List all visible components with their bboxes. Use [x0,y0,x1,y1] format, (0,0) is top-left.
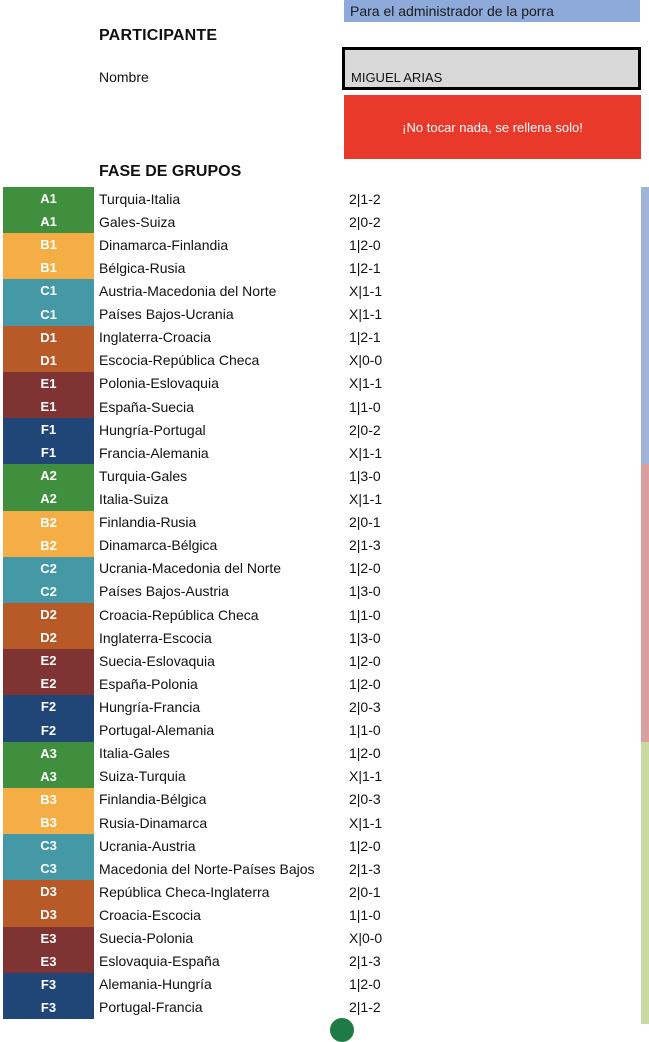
match-row [0,765,649,788]
match-name-cell[interactable]: Países Bajos-Austria [99,583,229,600]
group-code-cell: A2 [3,464,94,487]
match-name-cell[interactable]: Ucrania-Macedonia del Norte [99,560,282,577]
match-name-cell[interactable]: Hungría-Portugal [99,421,206,438]
match-name-cell[interactable]: República Checa-Inglaterra [99,883,270,900]
prediction-cell[interactable]: 1|1-0 [349,606,381,623]
match-row [0,464,649,487]
prediction-cell[interactable]: 2|0-3 [349,698,381,715]
match-name-cell[interactable]: Suecia-Eslovaquia [99,652,215,669]
match-name-cell[interactable]: Francia-Alemania [99,444,209,461]
match-name-cell[interactable]: Dinamarca-Bélgica [99,537,218,554]
match-name-cell[interactable]: Gales-Suiza [99,213,176,230]
match-row [0,580,649,603]
match-name-cell[interactable]: España-Polonia [99,675,198,692]
group-code-cell: E3 [3,927,94,950]
match-row [0,695,649,718]
match-row [0,742,649,765]
match-name-cell[interactable]: Inglaterra-Escocia [99,629,212,646]
group-code-cell: C3 [3,857,94,880]
prediction-cell[interactable]: 2|1-3 [349,537,381,554]
prediction-cell[interactable]: 1|2-0 [349,976,381,993]
match-row [0,626,649,649]
match-name-cell[interactable]: Turquia-Italia [99,190,181,207]
match-row [0,950,649,973]
match-name-cell[interactable]: Finlandia-Bélgica [99,791,207,808]
match-row [0,418,649,441]
prediction-cell[interactable]: 1|2-0 [349,236,381,253]
group-code-cell: E1 [3,372,94,395]
match-name-cell[interactable]: Suiza-Turquia [99,768,186,785]
group-code-cell: B2 [3,511,94,534]
match-row [0,256,649,279]
group-code-cell: D2 [3,603,94,626]
prediction-cell[interactable]: 1|3-0 [349,629,381,646]
side-strip-round-2 [641,464,649,742]
match-name-cell[interactable]: Austria-Macedonia del Norte [99,282,277,299]
match-row [0,927,649,950]
match-row [0,880,649,903]
prediction-cell[interactable]: 2|0-2 [349,421,381,438]
group-code-cell: A1 [3,210,94,233]
match-name-cell[interactable]: Bélgica-Rusia [99,259,186,276]
group-code-cell: F3 [3,996,94,1019]
group-code-cell: D2 [3,626,94,649]
match-name-cell[interactable]: Finlandia-Rusia [99,514,197,531]
prediction-cell[interactable]: X|1-1 [349,444,383,461]
prediction-cell[interactable]: X|1-1 [349,306,383,323]
section-title: FASE DE GRUPOS [99,163,242,180]
match-row [0,672,649,695]
group-code-cell: E1 [3,395,94,418]
match-row [0,372,649,395]
group-code-cell: C1 [3,303,94,326]
prediction-cell[interactable]: X|0-0 [349,352,383,369]
match-name-cell[interactable]: Croacia-República Checa [99,606,259,623]
match-row [0,279,649,302]
prediction-cell[interactable]: X|1-1 [349,282,383,299]
group-code-cell: D1 [3,326,94,349]
prediction-cell[interactable]: 1|2-1 [349,259,381,276]
prediction-cell[interactable]: 1|3-0 [349,583,381,600]
match-row [0,719,649,742]
match-row [0,834,649,857]
group-code-cell: B2 [3,534,94,557]
match-name-cell[interactable]: Croacia-Escocia [99,906,201,923]
prediction-cell[interactable]: X|1-1 [349,768,383,785]
group-code-cell: F3 [3,973,94,996]
prediction-cell[interactable]: 1|2-0 [349,745,381,762]
admin-banner: Para el administrador de la porra [344,0,640,22]
match-name-cell[interactable]: Inglaterra-Croacia [99,329,212,346]
participant-title: PARTICIPANTE [99,27,218,44]
match-row [0,857,649,880]
group-code-cell: B1 [3,256,94,279]
match-name-cell[interactable]: Polonia-Eslovaquia [99,375,219,392]
match-row [0,788,649,811]
prediction-cell[interactable]: 2|0-2 [349,213,381,230]
prediction-cell[interactable]: 1|2-0 [349,652,381,669]
match-name-cell[interactable]: Eslovaquia-España [99,953,220,970]
match-name-cell[interactable]: Alemania-Hungría [99,976,212,993]
app-logo-icon [330,1018,354,1042]
prediction-cell[interactable]: 1|2-0 [349,560,381,577]
prediction-cell[interactable]: 2|0-1 [349,514,381,531]
group-code-cell: F1 [3,441,94,464]
group-code-cell: A3 [3,765,94,788]
match-name-cell[interactable]: Rusia-Dinamarca [99,814,208,831]
group-code-cell: D3 [3,903,94,926]
prediction-cell[interactable]: 1|1-0 [349,398,381,415]
side-strip-round-1 [641,187,649,464]
match-row [0,511,649,534]
match-name-cell[interactable]: Escocia-República Checa [99,352,260,369]
prediction-cell[interactable]: 1|3-0 [349,467,381,484]
prediction-cell[interactable]: 1|2-0 [349,837,381,854]
prediction-cell[interactable]: 1|2-0 [349,675,381,692]
match-list [0,187,649,1019]
prediction-cell[interactable]: 2|0-3 [349,791,381,808]
match-row [0,210,649,233]
group-code-cell: F2 [3,695,94,718]
prediction-cell[interactable]: 2|0-1 [349,883,381,900]
match-row [0,326,649,349]
group-code-cell: A3 [3,742,94,765]
prediction-cell[interactable]: 1|1-0 [349,906,381,923]
match-name-cell[interactable]: Italia-Gales [99,745,170,762]
match-row [0,187,649,210]
match-row [0,811,649,834]
group-code-cell: B3 [3,788,94,811]
group-code-cell: A1 [3,187,94,210]
match-row [0,903,649,926]
group-code-cell: C3 [3,834,94,857]
prediction-cell[interactable]: X|1-1 [349,490,383,507]
prediction-cell[interactable]: X|0-0 [349,930,383,947]
group-code-cell: F2 [3,719,94,742]
prediction-cell[interactable]: 2|1-3 [349,860,381,877]
group-code-cell: F1 [3,418,94,441]
side-strip-round-3 [641,742,649,1024]
match-row [0,395,649,418]
group-code-cell: D1 [3,349,94,372]
match-row [0,996,649,1019]
group-code-cell: C1 [3,279,94,302]
name-label: Nombre [99,69,149,85]
match-name-cell[interactable]: España-Suecia [99,398,194,415]
match-row [0,973,649,996]
match-name-cell[interactable]: Dinamarca-Finlandia [99,236,229,253]
match-row [0,534,649,557]
match-name-cell[interactable]: Países Bajos-Ucrania [99,306,234,323]
group-code-cell: C2 [3,557,94,580]
match-row [0,487,649,510]
match-row [0,349,649,372]
group-code-cell: E3 [3,950,94,973]
prediction-cell[interactable]: X|1-1 [349,814,383,831]
match-name-cell[interactable]: Ucrania-Austria [99,837,196,854]
match-name-cell[interactable]: Turquia-Gales [99,467,188,484]
match-name-cell[interactable]: Suecia-Polonia [99,930,194,947]
prediction-cell[interactable]: 1|2-1 [349,329,381,346]
prediction-cell[interactable]: 1|1-0 [349,722,381,739]
match-row [0,233,649,256]
name-cell[interactable]: MIGUEL ARIAS [342,47,641,90]
prediction-cell[interactable]: X|1-1 [349,375,383,392]
match-row [0,649,649,672]
match-name-cell[interactable]: Macedonia del Norte-Países Bajos [99,860,315,877]
group-code-cell: B3 [3,811,94,834]
group-code-cell: E2 [3,649,94,672]
prediction-cell[interactable]: 2|1-3 [349,953,381,970]
match-row [0,441,649,464]
match-name-cell[interactable]: Portugal-Alemania [99,722,215,739]
group-code-cell: B1 [3,233,94,256]
group-code-cell: E2 [3,672,94,695]
match-name-cell[interactable]: Portugal-Francia [99,999,203,1016]
prediction-cell[interactable]: 2|1-2 [349,999,381,1016]
match-name-cell[interactable]: Italia-Suiza [99,490,169,507]
match-row [0,603,649,626]
match-name-cell[interactable]: Hungría-Francia [99,698,201,715]
prediction-cell[interactable]: 2|1-2 [349,190,381,207]
match-row [0,557,649,580]
group-code-cell: D3 [3,880,94,903]
group-code-cell: C2 [3,580,94,603]
match-row [0,303,649,326]
group-code-cell: A2 [3,487,94,510]
warning-cell: ¡No tocar nada, se rellena solo! [344,95,641,159]
